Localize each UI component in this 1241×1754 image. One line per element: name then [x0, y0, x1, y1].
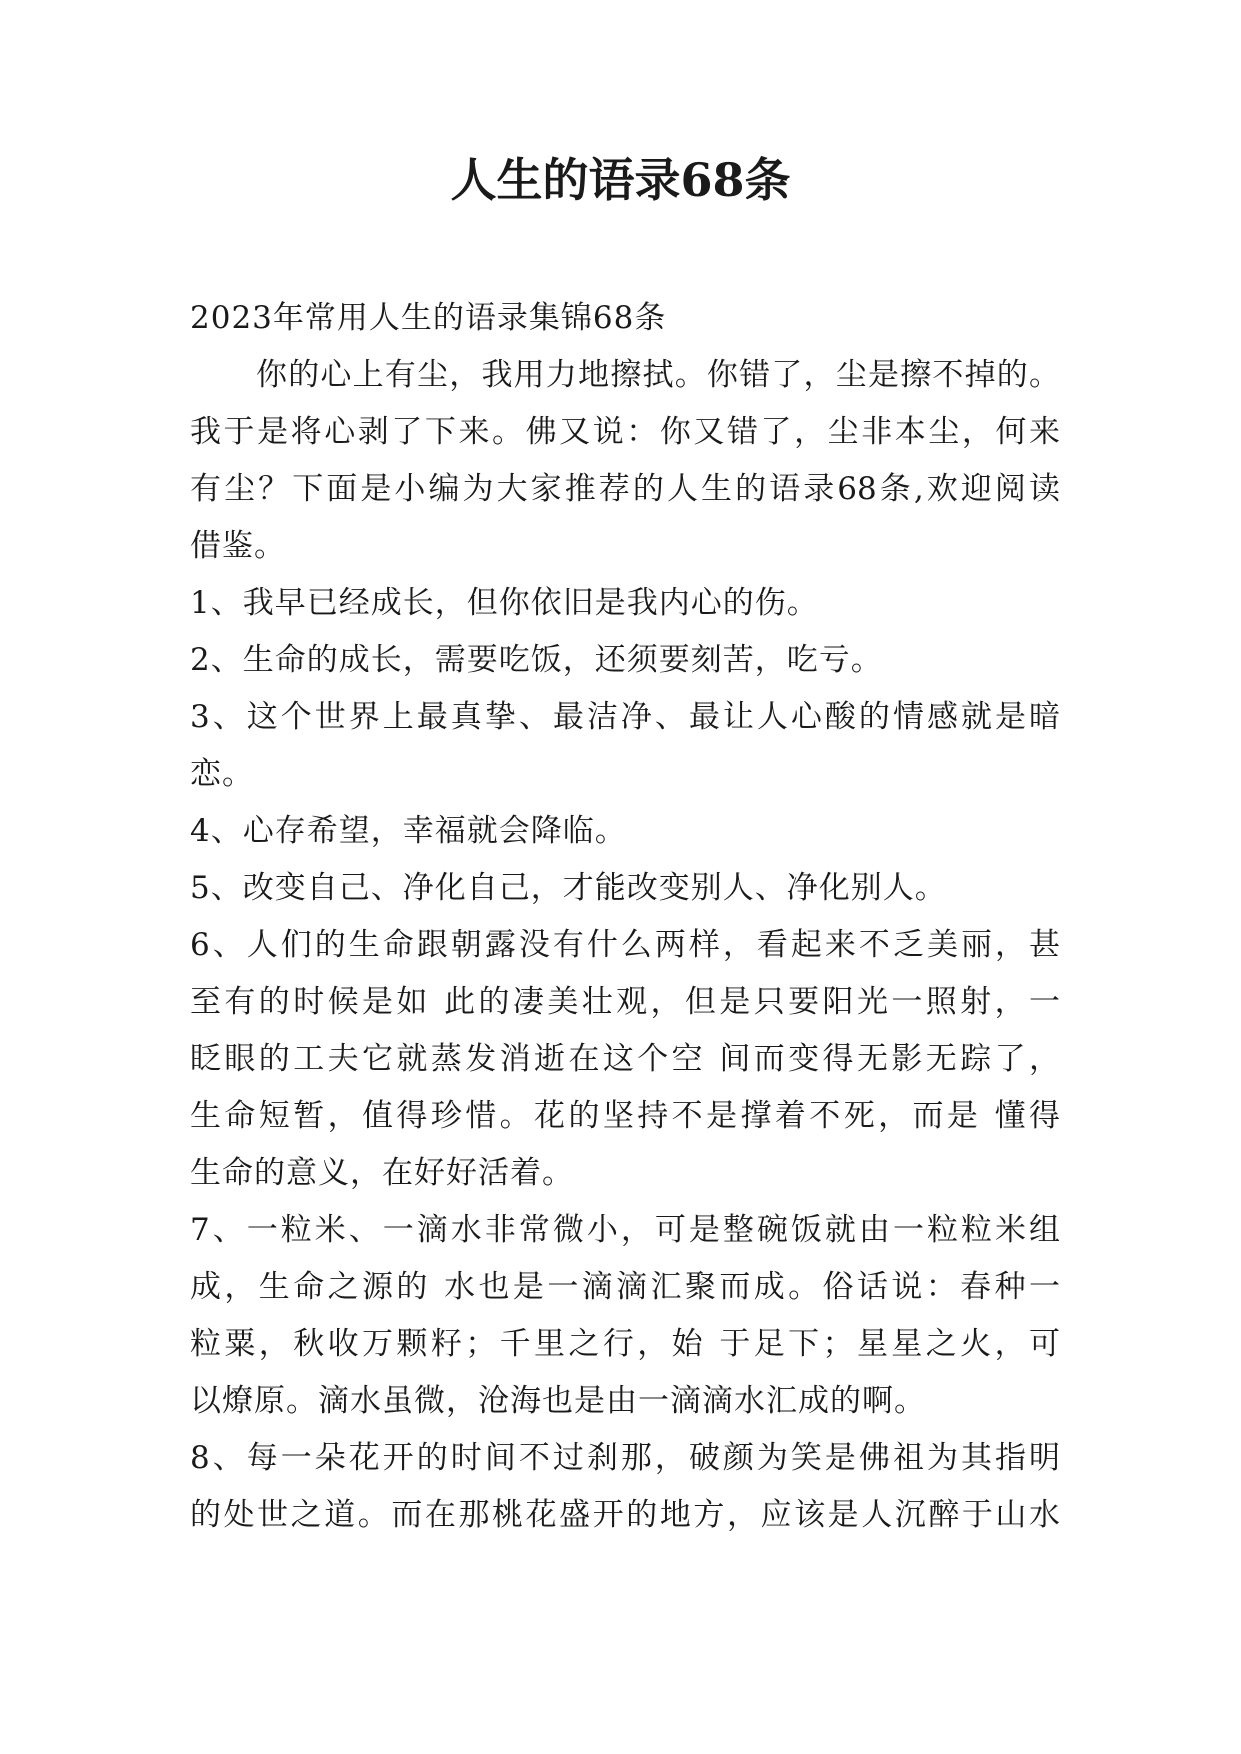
- list-item-line: 5、改变自己、净化自己，才能改变别人、净化别人。: [190, 870, 947, 906]
- list-item: [190, 917, 1060, 1202]
- list-item-line: 的处世之道。而在那桃花盛开的地方，应该是人沉醉于山水: [190, 1497, 1060, 1533]
- document-body: [190, 290, 1060, 1544]
- list-item-line: 4、心存希望，幸福就会降临。: [190, 813, 627, 849]
- intro-line: 有尘？下面是小编为大家推荐的人生的语录68条,欢迎阅读: [190, 471, 1060, 507]
- list-item-line: 7、一粒米、一滴水非常微小，可是整碗饭就由一粒粒米组: [190, 1212, 1060, 1248]
- list-item-line: 1、我早已经成长，但你依旧是我内心的伤。: [190, 585, 819, 621]
- intro-line: 借鉴。: [190, 528, 286, 564]
- list-item-line: 8、每一朵花开的时间不过刹那，破颜为笑是佛祖为其指明: [190, 1440, 1060, 1476]
- list-item-line: 3、这个世界上最真挚、最洁净、最让人心酸的情感就是暗: [190, 699, 1060, 735]
- document-title: 人生的语录68条: [450, 153, 791, 207]
- quote-list: [190, 575, 1060, 1544]
- list-item: [190, 689, 1060, 803]
- list-item-line: 眨眼的工夫它就蒸发消逝在这个空 间而变得无影无踪了，: [190, 1041, 1060, 1077]
- list-item: [190, 575, 1060, 632]
- list-item-line: 粒粟，秋收万颗籽；千里之行，始 于足下；星星之火，可: [190, 1326, 1060, 1362]
- intro-line: 我于是将心剥了下来。佛又说：你又错了，尘非本尘，何来: [190, 414, 1060, 450]
- intro-line: 你的心上有尘，我用力地擦拭。你错了，尘是擦不掉的。: [256, 357, 1060, 393]
- list-item: [190, 632, 1060, 689]
- intro-paragraph: [190, 347, 1060, 575]
- list-item-line: 以燎原。滴水虽微，沧海也是由一滴滴水汇成的啊。: [190, 1383, 926, 1419]
- list-item: [190, 1202, 1060, 1430]
- list-item-line: 成，生命之源的 水也是一滴滴汇聚而成。俗话说：春种一: [190, 1269, 1060, 1305]
- list-item-line: 生命的意义，在好好活着。: [190, 1155, 574, 1191]
- list-item-line: 2、生命的成长，需要吃饭，还须要刻苦，吃亏。: [190, 642, 883, 678]
- list-item-line: 6、人们的生命跟朝露没有什么两样，看起来不乏美丽，甚: [190, 927, 1060, 963]
- list-item-line: 至有的时候是如 此的凄美壮观，但是只要阳光一照射，一: [190, 984, 1060, 1020]
- list-item: [190, 803, 1060, 860]
- subtitle: 2023年常用人生的语录集锦68条: [190, 300, 667, 336]
- list-item-line: 恋。: [190, 756, 254, 792]
- list-item: [190, 860, 1060, 917]
- list-item-line: 生命短暂，值得珍惜。花的坚持不是撑着不死，而是 懂得: [190, 1098, 1060, 1134]
- list-item: [190, 1430, 1060, 1544]
